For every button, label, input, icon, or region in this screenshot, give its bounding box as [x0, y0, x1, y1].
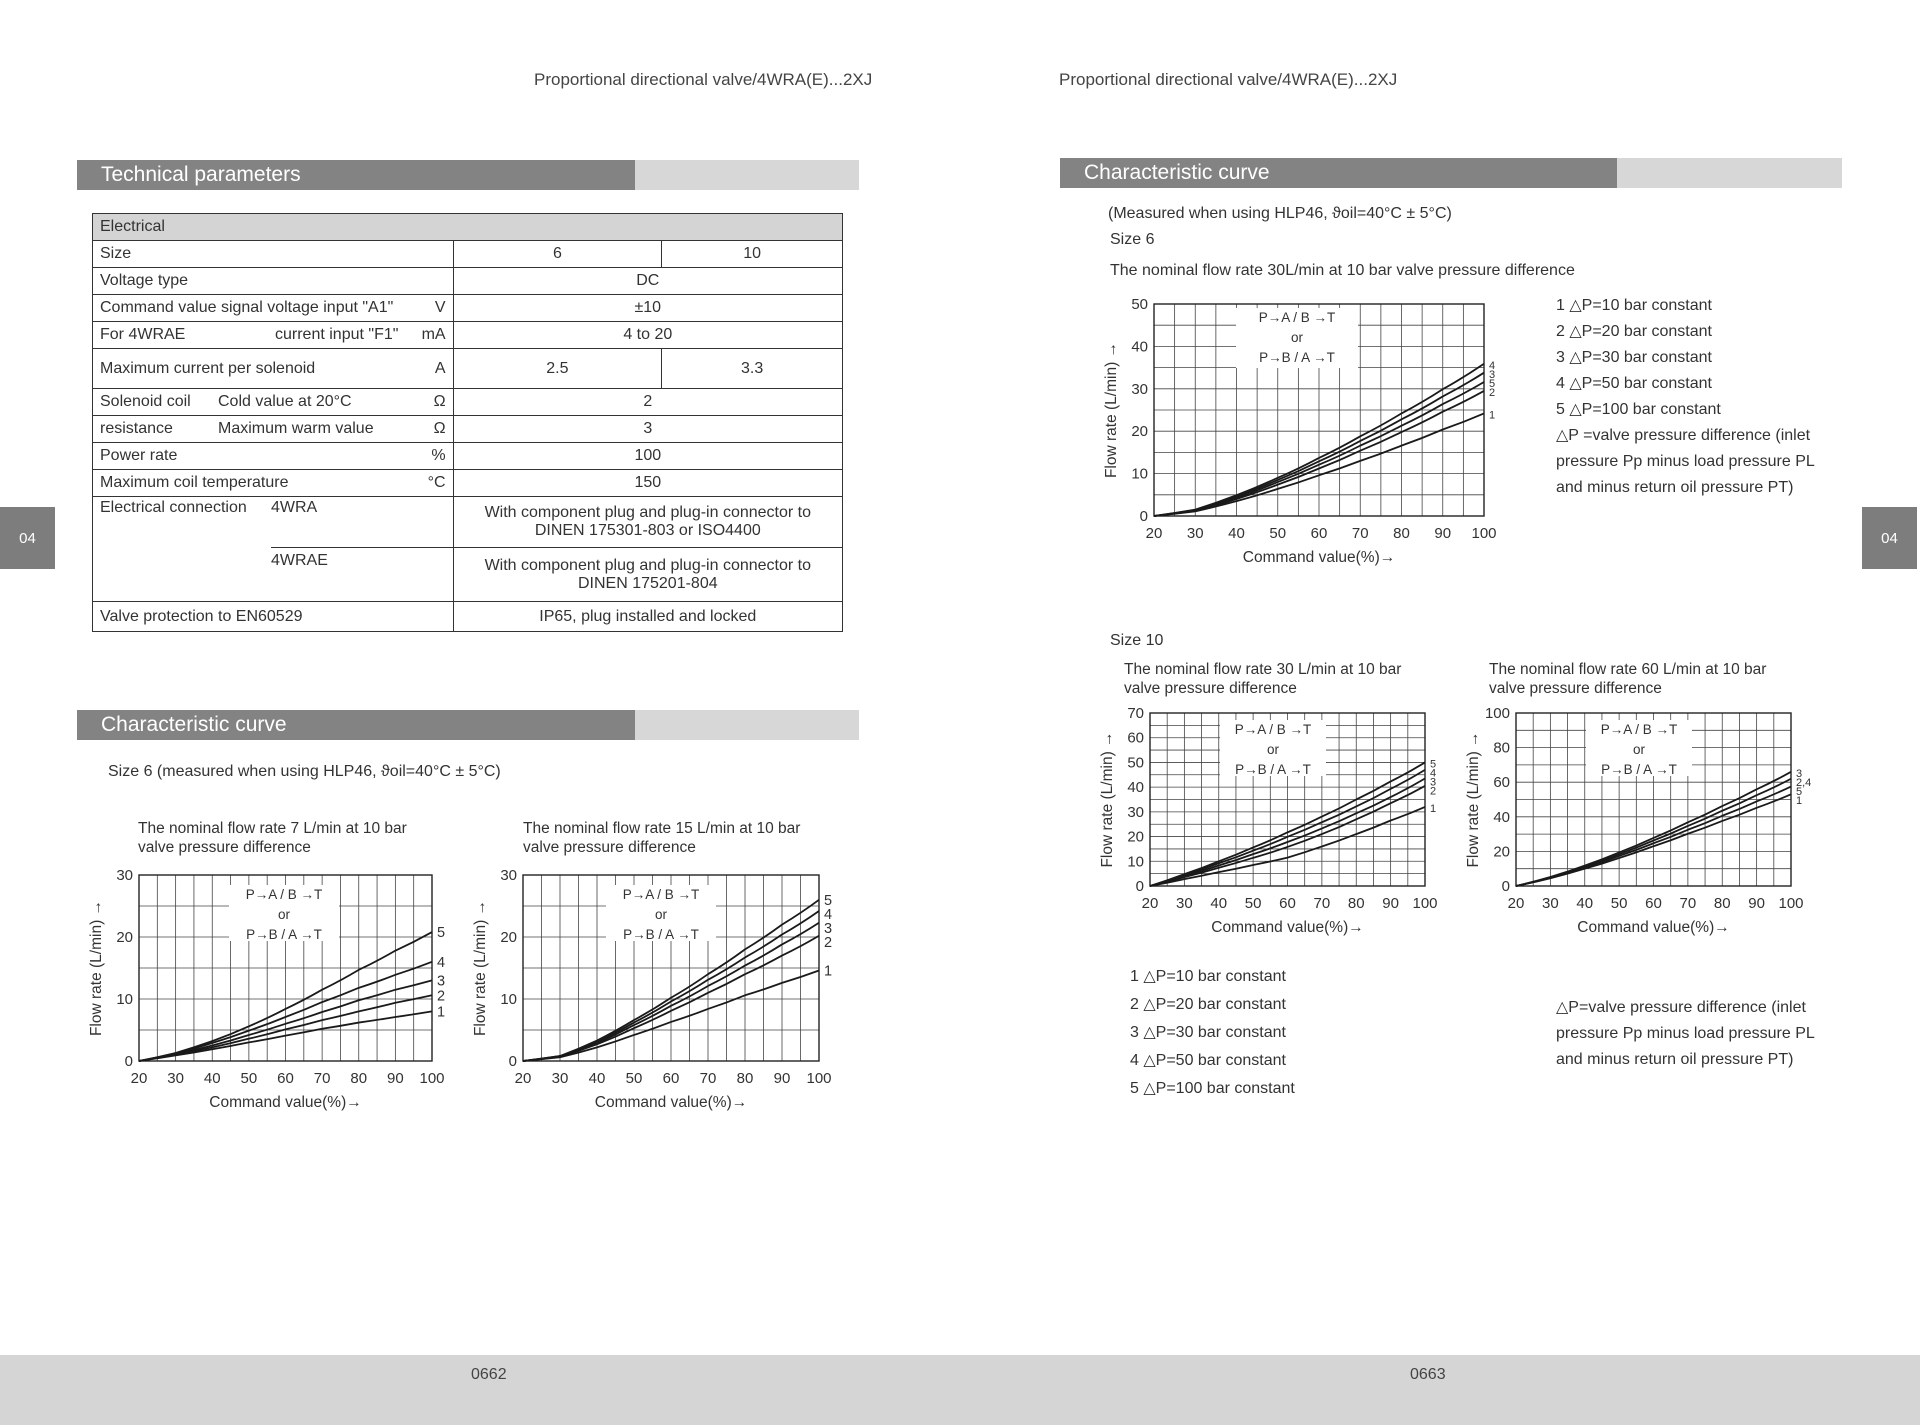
table-row: Electrical connection 4WRA 4WRAE With component plug and plug-in connector to DINEN 175301-803 or ISO4400 With component plug and plug-in connector to DINEN 175201-804 [93, 497, 843, 602]
y-tick-label: 20 [500, 929, 517, 946]
y-axis-label: Flow rate (L/min) → [88, 899, 105, 1037]
y-tick-label: 80 [1493, 739, 1510, 757]
chart-title: The nominal flow rate 7 L/min at 10 bar [138, 820, 407, 837]
chart-size10-30lpm [1092, 660, 1462, 950]
table-section: Electrical [93, 214, 843, 241]
chart-svg [1092, 660, 1462, 950]
chart-title: The nominal flow rate 15 L/min at 10 bar [523, 820, 801, 837]
table-row: Command value signal voltage input "A1" V ±10 [93, 295, 843, 322]
measured-note: (Measured when using HLP46, ϑoil=40°C ± 5°C) [1108, 205, 1452, 222]
x-tick-label: 90 [387, 1070, 404, 1087]
chart-svg [1100, 288, 1510, 576]
x-tick-label: 50 [625, 1070, 643, 1087]
chart-svg [85, 815, 465, 1125]
x-tick-label: 90 [1382, 895, 1399, 912]
footer-bar [0, 1355, 1920, 1425]
size10-label: Size 10 [1110, 632, 1164, 649]
x-tick-label: 50 [1610, 895, 1628, 912]
y-tick-label: 20 [1493, 843, 1510, 861]
x-tick-label: 40 [1210, 895, 1228, 912]
left-chapter-tab: 04 [0, 507, 55, 569]
dp-note-line: pressure Pp minus load pressure PL [1556, 1025, 1815, 1042]
series-end-label: 2 [1489, 387, 1496, 400]
chart-size6-30lpm [1100, 288, 1510, 576]
left-page-number: 0662 [471, 1366, 507, 1383]
x-tick-label: 30 [167, 1070, 184, 1087]
x-tick-label: 60 [662, 1070, 680, 1087]
series-end-label: 5 [1430, 758, 1437, 771]
y-axis-label: Flow rate (L/min) → [1099, 731, 1116, 868]
table-row: Maximum coil temperature °C 150 [93, 470, 843, 497]
size6-label: Size 6 [1110, 231, 1155, 248]
x-tick-label: 20 [1141, 895, 1159, 912]
right-page-header: Proportional directional valve/4WRA(E)...2XJ [1059, 70, 1398, 89]
y-tick-label: 40 [1127, 779, 1144, 797]
right-page-number: 0663 [1410, 1366, 1446, 1383]
series-end-label: 3 [1430, 776, 1437, 789]
dp-note-line: △P=valve pressure difference (inlet [1556, 999, 1806, 1016]
x-tick-label: 80 [1713, 895, 1731, 912]
series-end-label: 3 [437, 973, 446, 990]
x-tick-label: 30 [1186, 525, 1204, 542]
tech-params-table [92, 213, 843, 632]
series-end-label: 2,4 [1796, 776, 1812, 789]
x-tick-label: 40 [1228, 525, 1245, 542]
chart-title: The nominal flow rate 30 L/min at 10 bar [1124, 661, 1402, 678]
x-tick-label: 80 [350, 1070, 368, 1087]
x-tick-label: 60 [1645, 895, 1662, 912]
tech-params-title: Technical parameters [101, 163, 301, 186]
x-tick-label: 20 [130, 1070, 148, 1087]
x-tick-label: 100 [1412, 895, 1438, 912]
chart-size6-15lpm [472, 815, 852, 1125]
flowpath-label: P→A / B →T [1234, 722, 1312, 737]
y-axis-label: Flow rate (L/min) → [472, 899, 489, 1037]
x-tick-label: 50 [1269, 525, 1287, 542]
x-tick-label: 90 [1748, 895, 1765, 912]
size6-flow-note: The nominal flow rate 30L/min at 10 bar valve pressure difference [1110, 262, 1575, 279]
series-end-label: 1 [1430, 802, 1437, 815]
flowpath-label: or [1632, 742, 1646, 757]
x-tick-label: 50 [1244, 895, 1262, 912]
x-tick-label: 60 [277, 1070, 294, 1087]
table-row: Power rate % 100 [93, 443, 843, 470]
y-tick-label: 0 [508, 1053, 517, 1070]
series-end-label: 1 [824, 963, 833, 980]
left-curve-band [77, 710, 859, 740]
legend-item: 1 △P=10 bar constant [1130, 968, 1286, 985]
flowpath-label: P→B / A →T [246, 927, 322, 942]
x-axis-label: Command value(%)→ [1242, 549, 1396, 566]
legend-item: 1 △P=10 bar constant [1556, 297, 1712, 314]
y-tick-label: 0 [1139, 508, 1148, 525]
table-row: resistance Maximum warm value Ω 3 [93, 416, 843, 443]
right-curve-title: Characteristic curve [1084, 161, 1270, 184]
chart-title: The nominal flow rate 60 L/min at 10 bar [1489, 661, 1767, 678]
series-end-label: 1 [437, 1004, 446, 1021]
y-tick-label: 20 [116, 929, 133, 946]
legend-item: 3 △P=30 bar constant [1130, 1024, 1286, 1041]
x-tick-label: 40 [588, 1070, 606, 1087]
flowpath-label: P→B / A →T [1601, 762, 1677, 777]
y-tick-label: 30 [500, 867, 517, 884]
x-tick-label: 70 [1351, 525, 1369, 542]
flowpath-label: P→A / B →T [245, 887, 323, 902]
series-end-label: 1 [1796, 794, 1803, 807]
x-tick-label: 20 [514, 1070, 532, 1087]
y-tick-label: 40 [1493, 808, 1510, 826]
y-tick-label: 50 [1131, 296, 1148, 313]
table-row: Valve protection to EN60529 IP65, plug installed and locked [93, 602, 843, 632]
table-row: Solenoid coil Cold value at 20°C Ω 2 [93, 389, 843, 416]
y-tick-label: 0 [1501, 878, 1510, 895]
table-row: Maximum current per solenoid A 2.5 3.3 [93, 349, 843, 389]
series-end-label: 3 [824, 920, 833, 937]
y-tick-label: 10 [1131, 465, 1148, 483]
table-row: For 4WRAE current input "F1" mA 4 to 20 [93, 322, 843, 349]
series-end-label: 2 [437, 988, 446, 1005]
y-tick-label: 60 [1127, 729, 1144, 747]
x-tick-label: 80 [736, 1070, 754, 1087]
chart-title: valve pressure difference [1489, 680, 1662, 697]
y-tick-label: 10 [116, 991, 133, 1008]
table-row: Size 6 10 [93, 241, 843, 268]
y-tick-label: 60 [1493, 774, 1510, 792]
flowpath-label: P→B / A →T [623, 927, 699, 942]
series-end-label: 4 [437, 954, 446, 971]
dp-note-line: and minus return oil pressure PT) [1556, 1051, 1794, 1068]
right-curve-band [1060, 158, 1842, 188]
right-chapter-tab: 04 [1862, 507, 1917, 569]
flowpath-label: or [1266, 742, 1280, 757]
x-axis-label: Command value(%)→ [594, 1094, 748, 1111]
y-tick-label: 30 [1127, 803, 1144, 821]
legend-item: 3 △P=30 bar constant [1556, 349, 1712, 366]
chart-svg [1458, 660, 1828, 950]
y-tick-label: 30 [1131, 380, 1148, 398]
series-end-label: 4 [1489, 359, 1496, 372]
x-tick-label: 70 [699, 1070, 717, 1087]
legend-bottom [1130, 963, 1295, 1103]
series-end-label: 3 [1796, 767, 1803, 780]
chart-size10-60lpm [1458, 660, 1828, 950]
x-tick-label: 40 [1576, 895, 1594, 912]
x-tick-label: 80 [1393, 525, 1410, 542]
y-tick-label: 20 [1131, 423, 1148, 441]
series-end-label: 3 [1489, 368, 1496, 381]
x-tick-label: 100 [419, 1070, 445, 1087]
y-tick-label: 0 [124, 1053, 133, 1070]
y-axis-label: Flow rate (L/min) → [1465, 731, 1482, 868]
flowpath-label: P→A / B →T [622, 887, 700, 902]
legend-item: 5 △P=100 bar constant [1130, 1080, 1295, 1097]
legend-item: 5 △P=100 bar constant [1556, 401, 1721, 418]
legend-top [1556, 293, 1815, 501]
series-end-label: 2 [824, 934, 833, 951]
flowpath-label: P→A / B →T [1258, 310, 1336, 325]
series-end-label: 5 [437, 925, 446, 942]
x-axis-label: Command value(%)→ [209, 1094, 362, 1111]
flowpath-label: P→B / A →T [1259, 350, 1335, 365]
y-tick-label: 100 [1484, 705, 1510, 722]
series-end-label: 5 [824, 892, 833, 909]
x-tick-label: 20 [1145, 525, 1163, 542]
y-tick-label: 10 [1127, 853, 1144, 871]
flowpath-label: or [1290, 330, 1304, 345]
y-tick-label: 40 [1131, 338, 1148, 356]
y-axis-label: Flow rate (L/min) → [1103, 341, 1120, 479]
series-end-label: 4 [1430, 767, 1437, 780]
x-tick-label: 20 [1507, 895, 1525, 912]
x-tick-label: 70 [1679, 895, 1697, 912]
chart-title: valve pressure difference [1124, 680, 1297, 697]
legend-item: 2 △P=20 bar constant [1130, 996, 1286, 1013]
x-tick-label: 70 [1313, 895, 1331, 912]
x-axis-label: Command value(%)→ [1577, 919, 1730, 936]
x-tick-label: 70 [313, 1070, 331, 1087]
x-axis-label: Command value(%)→ [1211, 919, 1364, 936]
left-curve-title: Characteristic curve [101, 713, 287, 736]
x-tick-label: 100 [1471, 525, 1497, 542]
x-tick-label: 30 [1176, 895, 1193, 912]
flowpath-label: or [654, 907, 668, 922]
series-end-label: 5 [1796, 785, 1803, 798]
x-tick-label: 100 [806, 1070, 832, 1087]
tech-params-band [77, 160, 859, 190]
x-tick-label: 50 [240, 1070, 258, 1087]
x-tick-label: 90 [1434, 525, 1452, 542]
y-tick-label: 0 [1135, 878, 1144, 895]
legend-item: 4 △P=50 bar constant [1556, 375, 1712, 392]
y-tick-label: 50 [1127, 754, 1144, 772]
size6-note: Size 6 (measured when using HLP46, ϑoil=40°C ± 5°C) [108, 763, 501, 780]
table-row: Voltage type DC [93, 268, 843, 295]
legend-item: 4 △P=50 bar constant [1130, 1052, 1286, 1069]
chart-size6-7lpm [85, 815, 465, 1125]
x-tick-label: 100 [1778, 895, 1804, 912]
chart-title: valve pressure difference [523, 839, 696, 856]
flowpath-label: P→A / B →T [1600, 722, 1678, 737]
left-page-header: Proportional directional valve/4WRA(E)...2XJ [534, 70, 873, 89]
y-tick-label: 10 [500, 991, 517, 1008]
chart-title: valve pressure difference [138, 839, 311, 856]
y-tick-label: 20 [1127, 828, 1144, 846]
dp-note-line: △P =valve pressure difference (inlet [1556, 427, 1811, 444]
flowpath-label: or [277, 907, 291, 922]
x-tick-label: 60 [1279, 895, 1296, 912]
y-tick-label: 30 [116, 867, 133, 884]
series-end-label: 5 [1489, 378, 1496, 391]
dp-note-line: pressure Pp minus load pressure PL [1556, 453, 1815, 470]
y-tick-label: 70 [1127, 705, 1144, 722]
x-tick-label: 30 [551, 1070, 569, 1087]
dp-note-bottom [1556, 995, 1815, 1073]
series-end-label: 4 [824, 906, 833, 923]
series-end-label: 1 [1489, 409, 1496, 422]
legend-item: 2 △P=20 bar constant [1556, 323, 1712, 340]
x-tick-label: 80 [1347, 895, 1365, 912]
x-tick-label: 30 [1542, 895, 1559, 912]
series-end-label: 2 [1430, 785, 1437, 798]
x-tick-label: 40 [203, 1070, 221, 1087]
dp-note-line: and minus return oil pressure PT) [1556, 479, 1794, 496]
chart-svg [472, 815, 852, 1125]
x-tick-label: 60 [1310, 525, 1328, 542]
flowpath-label: P→B / A →T [1235, 762, 1311, 777]
x-tick-label: 90 [773, 1070, 791, 1087]
